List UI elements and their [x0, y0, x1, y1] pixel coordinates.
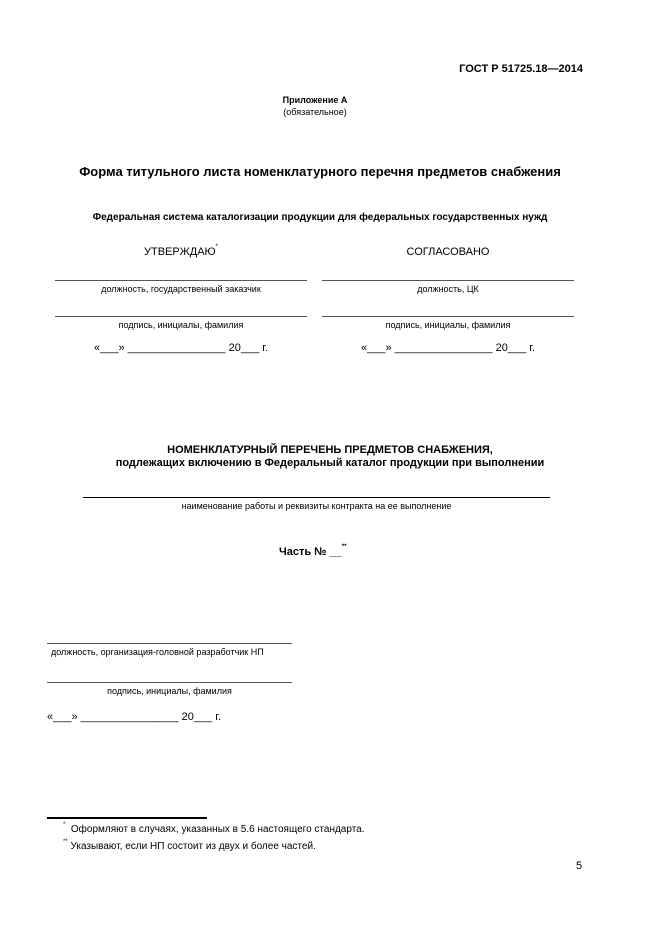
approve-signature-caption: подпись, инициалы, фамилия: [118, 320, 244, 330]
standard-number: ГОСТ Р 51725.18—2014: [459, 63, 583, 75]
developer-position-line: [47, 643, 292, 644]
developer-signature-line: [47, 682, 292, 683]
footnote-separator: [47, 817, 207, 819]
footnote-1-text: Оформляют в случаях, указанных в 5.6 настоящего стандарта.: [70, 824, 365, 835]
agree-position-caption: должность, ЦК: [417, 284, 479, 294]
contract-caption: наименование работы и реквизиты контракта на ее выполнение: [181, 501, 452, 511]
agree-signature-caption: подпись, инициалы, фамилия: [385, 320, 511, 330]
footnote-1-mark: *: [63, 822, 66, 828]
developer-position-caption: должность, организация-головной разработчик НП: [51, 647, 264, 657]
approve-position-line: [55, 280, 307, 281]
appendix-note: (обязательное): [283, 107, 347, 117]
developer-signature-caption: подпись, инициалы, фамилия: [107, 686, 232, 696]
page-number: 5: [576, 860, 583, 872]
approve-position-caption: должность, государственный заказчик: [101, 284, 261, 294]
agree-position-line: [322, 280, 574, 281]
approve-date-line: «___» ________________ 20___ г.: [94, 342, 268, 354]
agree-signature-line: [322, 316, 574, 317]
approve-signature-line: [55, 316, 307, 317]
footnote-2-mark: **: [63, 839, 68, 845]
main-subtitle: подлежащих включению в Федеральный каталог продукции при выполнении: [115, 457, 545, 469]
footnote-2: [63, 841, 316, 852]
appendix-title: Приложение А: [282, 95, 348, 105]
part-number-text: Часть № __: [279, 546, 342, 558]
approve-heading-text: УТВЕРЖДАЮ: [144, 246, 216, 258]
approve-footnote-mark: *: [215, 244, 218, 250]
part-number: [279, 546, 346, 558]
footnote-1: [63, 824, 365, 835]
part-footnote-mark: **: [341, 544, 347, 550]
footnote-2-text: Указывают, если НП состоит из двух и более частей.: [70, 841, 316, 852]
agree-heading: СОГЛАСОВАНО: [406, 246, 490, 258]
system-title: Федеральная система каталогизации продукции для федеральных государственных нужд: [92, 212, 548, 223]
developer-date-line: «___» ________________ 20___ г.: [47, 711, 221, 723]
form-title: Форма титульного листа номенклатурного перечня предметов снабжения: [79, 164, 561, 179]
agree-date-line: «___» ________________ 20___ г.: [361, 342, 535, 354]
contract-line: [83, 497, 550, 498]
approve-heading: [55, 246, 307, 258]
main-title: НОМЕНКЛАТУРНЫЙ ПЕРЕЧЕНЬ ПРЕДМЕТОВ СНАБЖЕНИЯ,: [167, 444, 493, 456]
